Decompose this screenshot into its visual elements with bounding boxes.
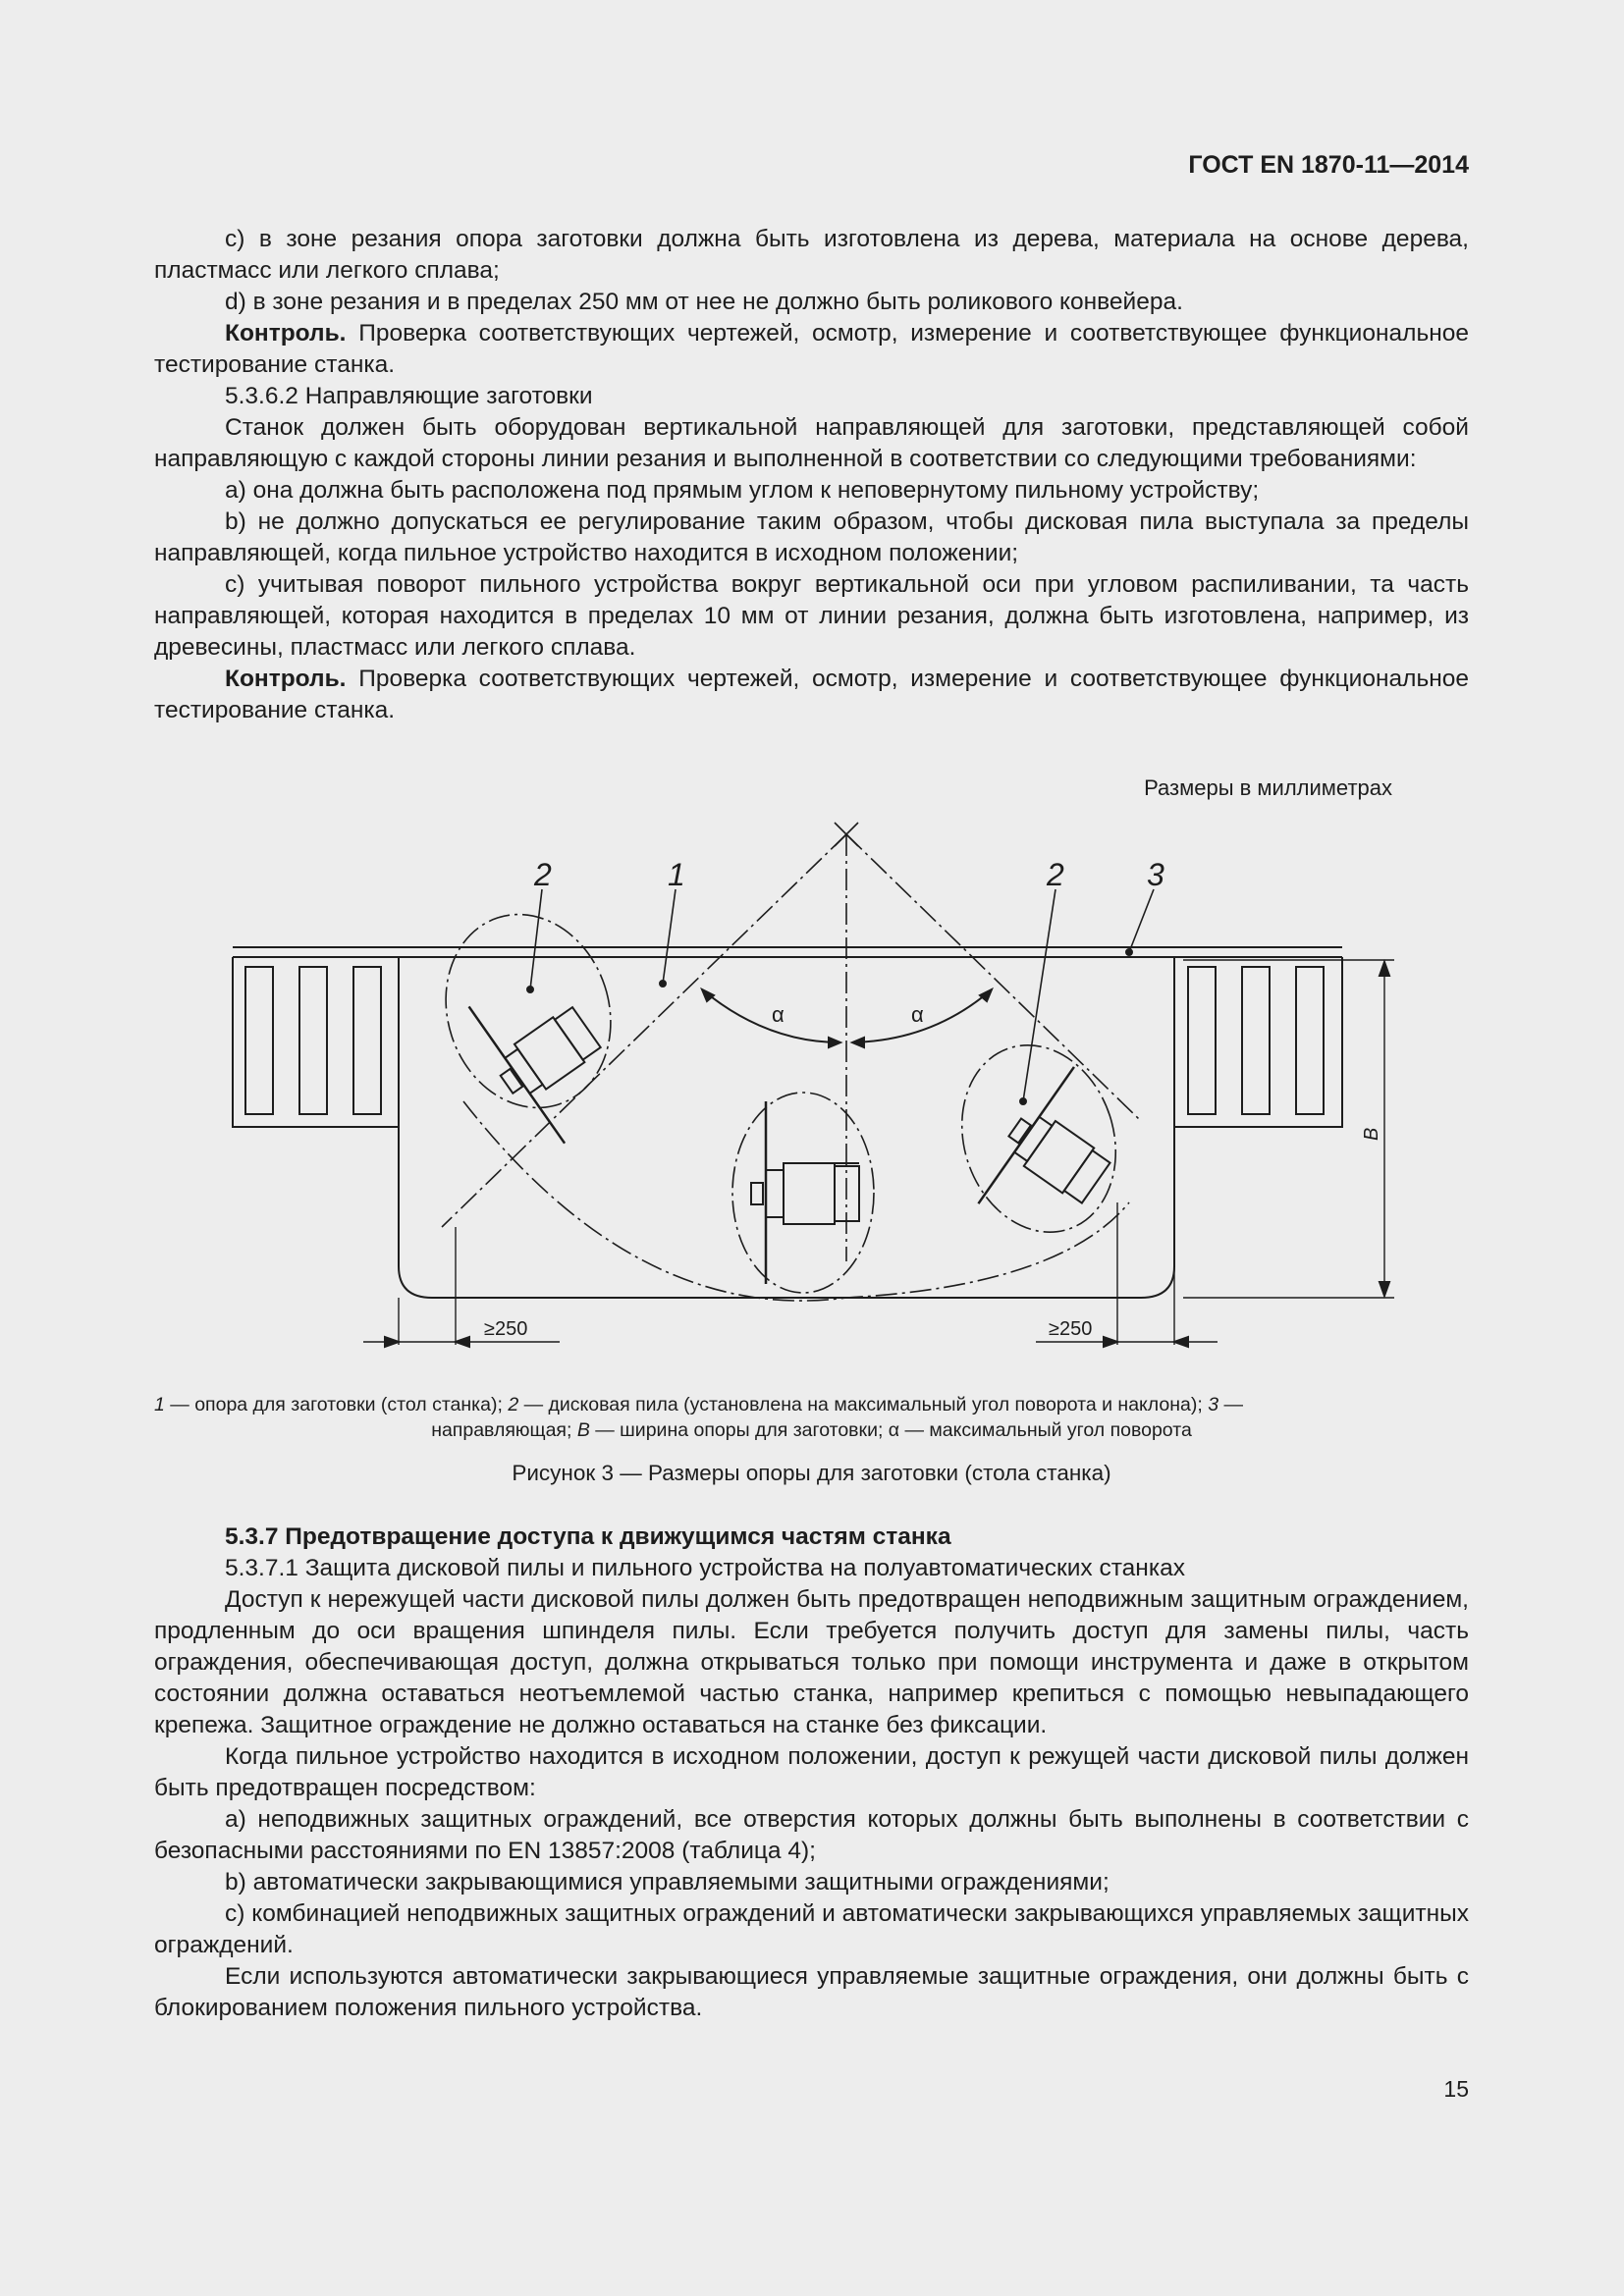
conveyor-roller [353, 967, 381, 1114]
leader-dot [660, 981, 666, 987]
alpha-left-label: α [772, 1002, 785, 1027]
motor-body [555, 1007, 601, 1060]
legend-line-2 [154, 1417, 1469, 1443]
saw-center [751, 1101, 859, 1284]
arrow-head [1104, 1337, 1117, 1347]
conveyor-roller [299, 967, 327, 1114]
body-text-bottom [154, 1522, 1469, 2024]
saw-nut [1008, 1119, 1030, 1144]
label-1: 1 [668, 857, 685, 892]
paragraph [154, 664, 1469, 726]
control-text: Проверка соответствующих чертежей, осмотр, измерение и соответствующее функциональное тестирование станка. [154, 666, 1469, 723]
conveyor-roller [1242, 967, 1270, 1114]
legend-line-1 [154, 1392, 1469, 1417]
saw-motor [514, 1017, 584, 1089]
paragraph: d) в зоне резания и в пределах 250 мм от нее не должно быть роликового конвейера. [225, 289, 1183, 315]
saw-nut [751, 1183, 763, 1204]
figure-legend [154, 1392, 1469, 1443]
control-label: Контроль. [225, 666, 347, 692]
saw-left [458, 958, 633, 1151]
swing-line-right [846, 834, 1139, 1119]
paragraph: Доступ к нережущей части дисковой пилы должен быть предотвращен неподвижным защитным ограждением, продленным до оси вращения шпинделя пилы. Если требуется получить доступ для замены пилы, часть ограждения, обеспечивающая доступ, должна открываться только при помощи инструмента и даже в открытом состоянии должна оставаться неотъемлемой частью станка, например крепиться с помощью невыпадающего крепежа. Защитное ограждение не должно оставаться на станке без фиксации. [154, 1586, 1469, 1738]
subsection-heading: 5.3.7.1 Защита дисковой пилы и пильного устройства на полуавтоматических станках [225, 1555, 1185, 1581]
arrow-head [702, 989, 714, 1001]
leader-dot [1126, 949, 1132, 955]
arrow-head [980, 989, 992, 1001]
arrow-head [852, 1038, 864, 1047]
control-text: Проверка соответствующих чертежей, осмотр, измерение и соответствующее функциональное тестирование станка. [154, 320, 1469, 378]
workpiece-support-outline [399, 957, 1174, 1298]
legend-num: 1 [154, 1394, 165, 1415]
paragraph: Если используются автоматически закрывающиеся управляемые защитные ограждения, они должны быть с блокированием положения пильного устройства. [154, 1963, 1469, 2021]
arrow-head [1380, 1282, 1389, 1296]
list-item: a) неподвижных защитных ограждений, все отверстия которых должны быть выполнены в соответствии с безопасными расстояниями по EN 13857:2008 (таблица 4); [154, 1806, 1469, 1864]
dimensions-note: Размеры в миллиметрах [1144, 775, 1392, 800]
conveyor-roller [1188, 967, 1216, 1114]
legend-text: — ширина опоры для заготовки; α — максимальный угол поворота [589, 1419, 1192, 1441]
figure-caption: Рисунок 3 — Размеры опоры для заготовки (стола станка) [512, 1461, 1111, 1485]
arrow-head [1174, 1337, 1188, 1347]
leader-line [530, 889, 542, 989]
right-conveyor-frame [1174, 957, 1342, 1127]
section-heading: 5.3.7 Предотвращение доступа к движущимся частям станка [225, 1523, 951, 1550]
leader-dot [527, 987, 533, 992]
saw-motor [784, 1163, 835, 1224]
list-item: a) она должна быть расположена под прямым углом к неповернутому пильному устройству; [225, 477, 1260, 504]
conveyor-roller [1296, 967, 1324, 1114]
legend-text: — [1218, 1394, 1243, 1415]
leader-line [1129, 889, 1154, 952]
list-item: b) автоматически закрывающимися управляемыми защитными ограждениями; [225, 1869, 1110, 1896]
dimension-left-label: ≥250 [484, 1318, 528, 1340]
leader-line [1023, 889, 1056, 1101]
motor-body [1064, 1150, 1110, 1203]
conveyor-roller [245, 967, 273, 1114]
dimension-b-label: B [1361, 1127, 1382, 1141]
saw-nut [501, 1069, 522, 1094]
paragraph: c) в зоне резания опора заготовки должна быть изготовлена из дерева, материала на основе дерева, пластмасс или легкого сплава; [154, 226, 1469, 284]
saw-flange [766, 1170, 784, 1217]
saw-motor [1024, 1121, 1094, 1193]
body-text-top [154, 224, 1469, 726]
paragraph: Когда пильное устройство находится в исходном положении, доступ к режущей части дисковой пилы должен быть предотвращен посредством: [154, 1743, 1469, 1801]
legend-num: B [576, 1419, 590, 1441]
saw-zone-center [732, 1093, 874, 1293]
legend-num: 3 [1208, 1394, 1219, 1415]
leader-line [663, 889, 676, 984]
saw-zone-left [421, 893, 635, 1130]
swing-line-left [442, 834, 846, 1227]
document-header: ГОСТ EN 1870-11—2014 [1188, 151, 1469, 179]
arrow-head [385, 1337, 399, 1347]
paragraph: Станок должен быть оборудован вертикальной направляющей для заготовки, представляющей собой направляющую с каждой стороны линии резания и выполненной в соответствии со следующими требованиями: [154, 414, 1469, 472]
left-conveyor-frame [233, 957, 399, 1127]
list-item: c) комбинацией неподвижных защитных ограждений и автоматически закрывающихся управляемых защитных ограждений. [154, 1900, 1469, 1958]
control-label: Контроль. [225, 320, 347, 347]
arrow-head [1380, 962, 1389, 976]
label-2-left: 2 [534, 857, 552, 892]
alpha-right-label: α [911, 1002, 924, 1027]
list-item: c) учитывая поворот пильного устройства вокруг вертикальной оси при угловом распиливании, та часть направляющей, которая находится в пределах 10 мм от линии резания, должна быть изготовлена, например, из древесины, пластмасс или легкого сплава. [154, 571, 1469, 661]
section-number: 5.3.6.2 Направляющие заготовки [225, 383, 593, 409]
label-3: 3 [1147, 857, 1164, 892]
leader-dot [1020, 1098, 1026, 1104]
label-2-right: 2 [1047, 857, 1064, 892]
page-number: 15 [1443, 2076, 1469, 2102]
figure-3-drawing [216, 815, 1394, 1369]
technical-drawing [216, 815, 1394, 1364]
legend-num: 2 [508, 1394, 519, 1415]
arrow-head [456, 1337, 469, 1347]
dimension-right-label: ≥250 [1049, 1318, 1093, 1340]
construction-lines [421, 834, 1139, 1301]
legend-text: — опора для заготовки (стол станка); [164, 1394, 509, 1415]
legend-text: — дисковая пила (установлена на максимальный угол поворота и наклона); [518, 1394, 1209, 1415]
saw-zone-right [939, 1025, 1140, 1252]
list-item: b) не должно допускаться ее регулирование таким образом, чтобы дисковая пила выступала за пределы направляющей, когда пильное устройство находится в исходном положении; [154, 508, 1469, 566]
legend-text: направляющая; [431, 1419, 577, 1441]
paragraph [154, 318, 1469, 381]
arrow-head [829, 1038, 840, 1047]
